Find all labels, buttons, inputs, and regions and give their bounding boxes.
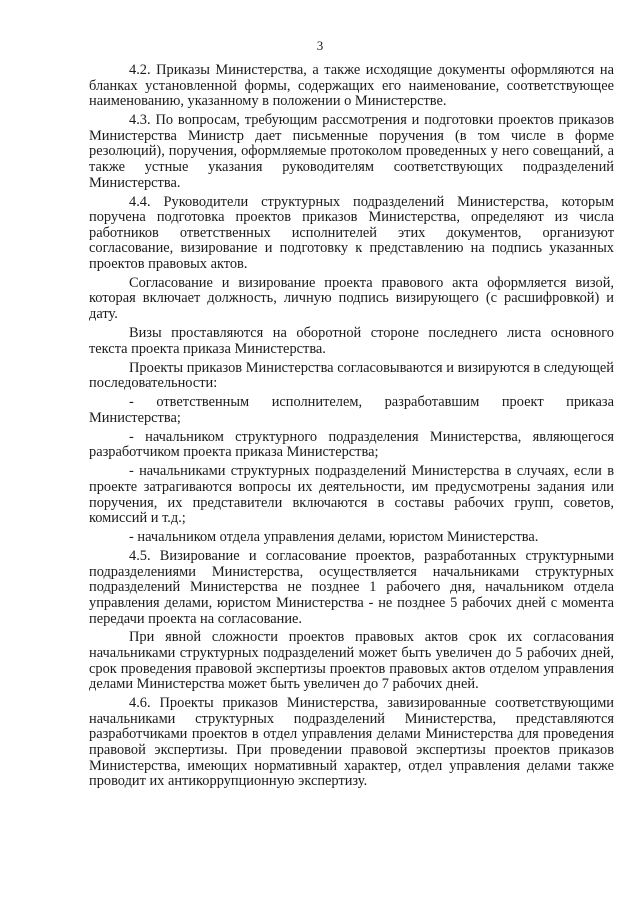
list-item-developer-head: - начальником структурного подразделения Министерства, являющегося разработчиком проекта приказа Министерства; bbox=[89, 428, 614, 461]
paragraph-4-6: 4.6. Проекты приказов Министерства, завизированные соответствующими начальниками структурных подразделений Министерства, представляются разработчиками проектов в отдел управления делами Министерства для проведения правовой экспертизы. При проведении правовой экспертизы проектов приказов Министерства, имеющих нормативный характер, отдел управления делами также проводит их антикоррупционную экспертизу. bbox=[89, 695, 614, 790]
paragraph-complex-projects: При явной сложности проектов правовых актов срок их согласования начальниками структурных подразделений может быть увеличен до 5 рабочих дней, срок проведения правовой экспертизы проектов правовых актов отделом управления делами Министерства может быть увеличен до 7 рабочих дней. bbox=[89, 629, 614, 693]
paragraph-4-4: 4.4. Руководители структурных подразделений Министерства, которым поручена подготовка проектов приказов Министерства, определяют из числа работников ответственных исполнителей этих документов, организуют согласование, визирование и подготовку к представлению на подпись указанных проектов правовых актов. bbox=[89, 193, 614, 272]
list-item-responsible-executor: - ответственным исполнителем, разработавшим проект приказа Министерства; bbox=[89, 394, 614, 426]
paragraph-approval-order: Проекты приказов Министерства согласовываются и визируются в следующей последовательности: bbox=[89, 359, 614, 392]
paragraph-visa-content: Согласование и визирование проекта правового акта оформляется визой, которая включает должность, личную подпись визирующего (с расшифровкой) и дату. bbox=[89, 274, 614, 323]
page-number: 3 bbox=[316, 38, 324, 53]
paragraph-4-2: 4.2. Приказы Министерства, а также исходящие документы оформляются на бланках установленной формы, содержащих его наименование, соответствующее наименованию, указанному в положении о Министерстве. bbox=[89, 62, 614, 110]
list-item-legal-department: - начальником отдела управления делами, юристом Министерства. bbox=[129, 529, 539, 546]
paragraph-4-5: 4.5. Визирование и согласование проектов, разработанных структурными подразделениями Министерства, осуществляется начальниками структурных подразделений Министерства не позднее 1 рабочего дня, начальником отдела управления делами, юристом Министерства - не позднее 5 рабочих дней с момента передачи проекта на согласование. bbox=[89, 548, 614, 627]
paragraph-4-3: 4.3. По вопросам, требующим рассмотрения и подготовки проектов приказов Министерства Министр дает письменные поручения (в том числе в форме резолюций), поручения, оформляемые протоколом проведенных у него совещаний, а также устные указания руководителям соответствующих подразделений Министерства. bbox=[89, 112, 614, 191]
paragraph-visa-placement: Визы проставляются на оборотной стороне последнего листа основного текста проекта приказа Министерства. bbox=[89, 325, 614, 357]
document-body bbox=[89, 63, 614, 793]
list-item-structural-heads: - начальниками структурных подразделений Министерства в случаях, если в проекте затрагиваются вопросы их деятельности, им предусмотрены задания или поручения, их представители включаются в составы рабочих групп, советов, комиссий и т.д.; bbox=[89, 463, 614, 527]
